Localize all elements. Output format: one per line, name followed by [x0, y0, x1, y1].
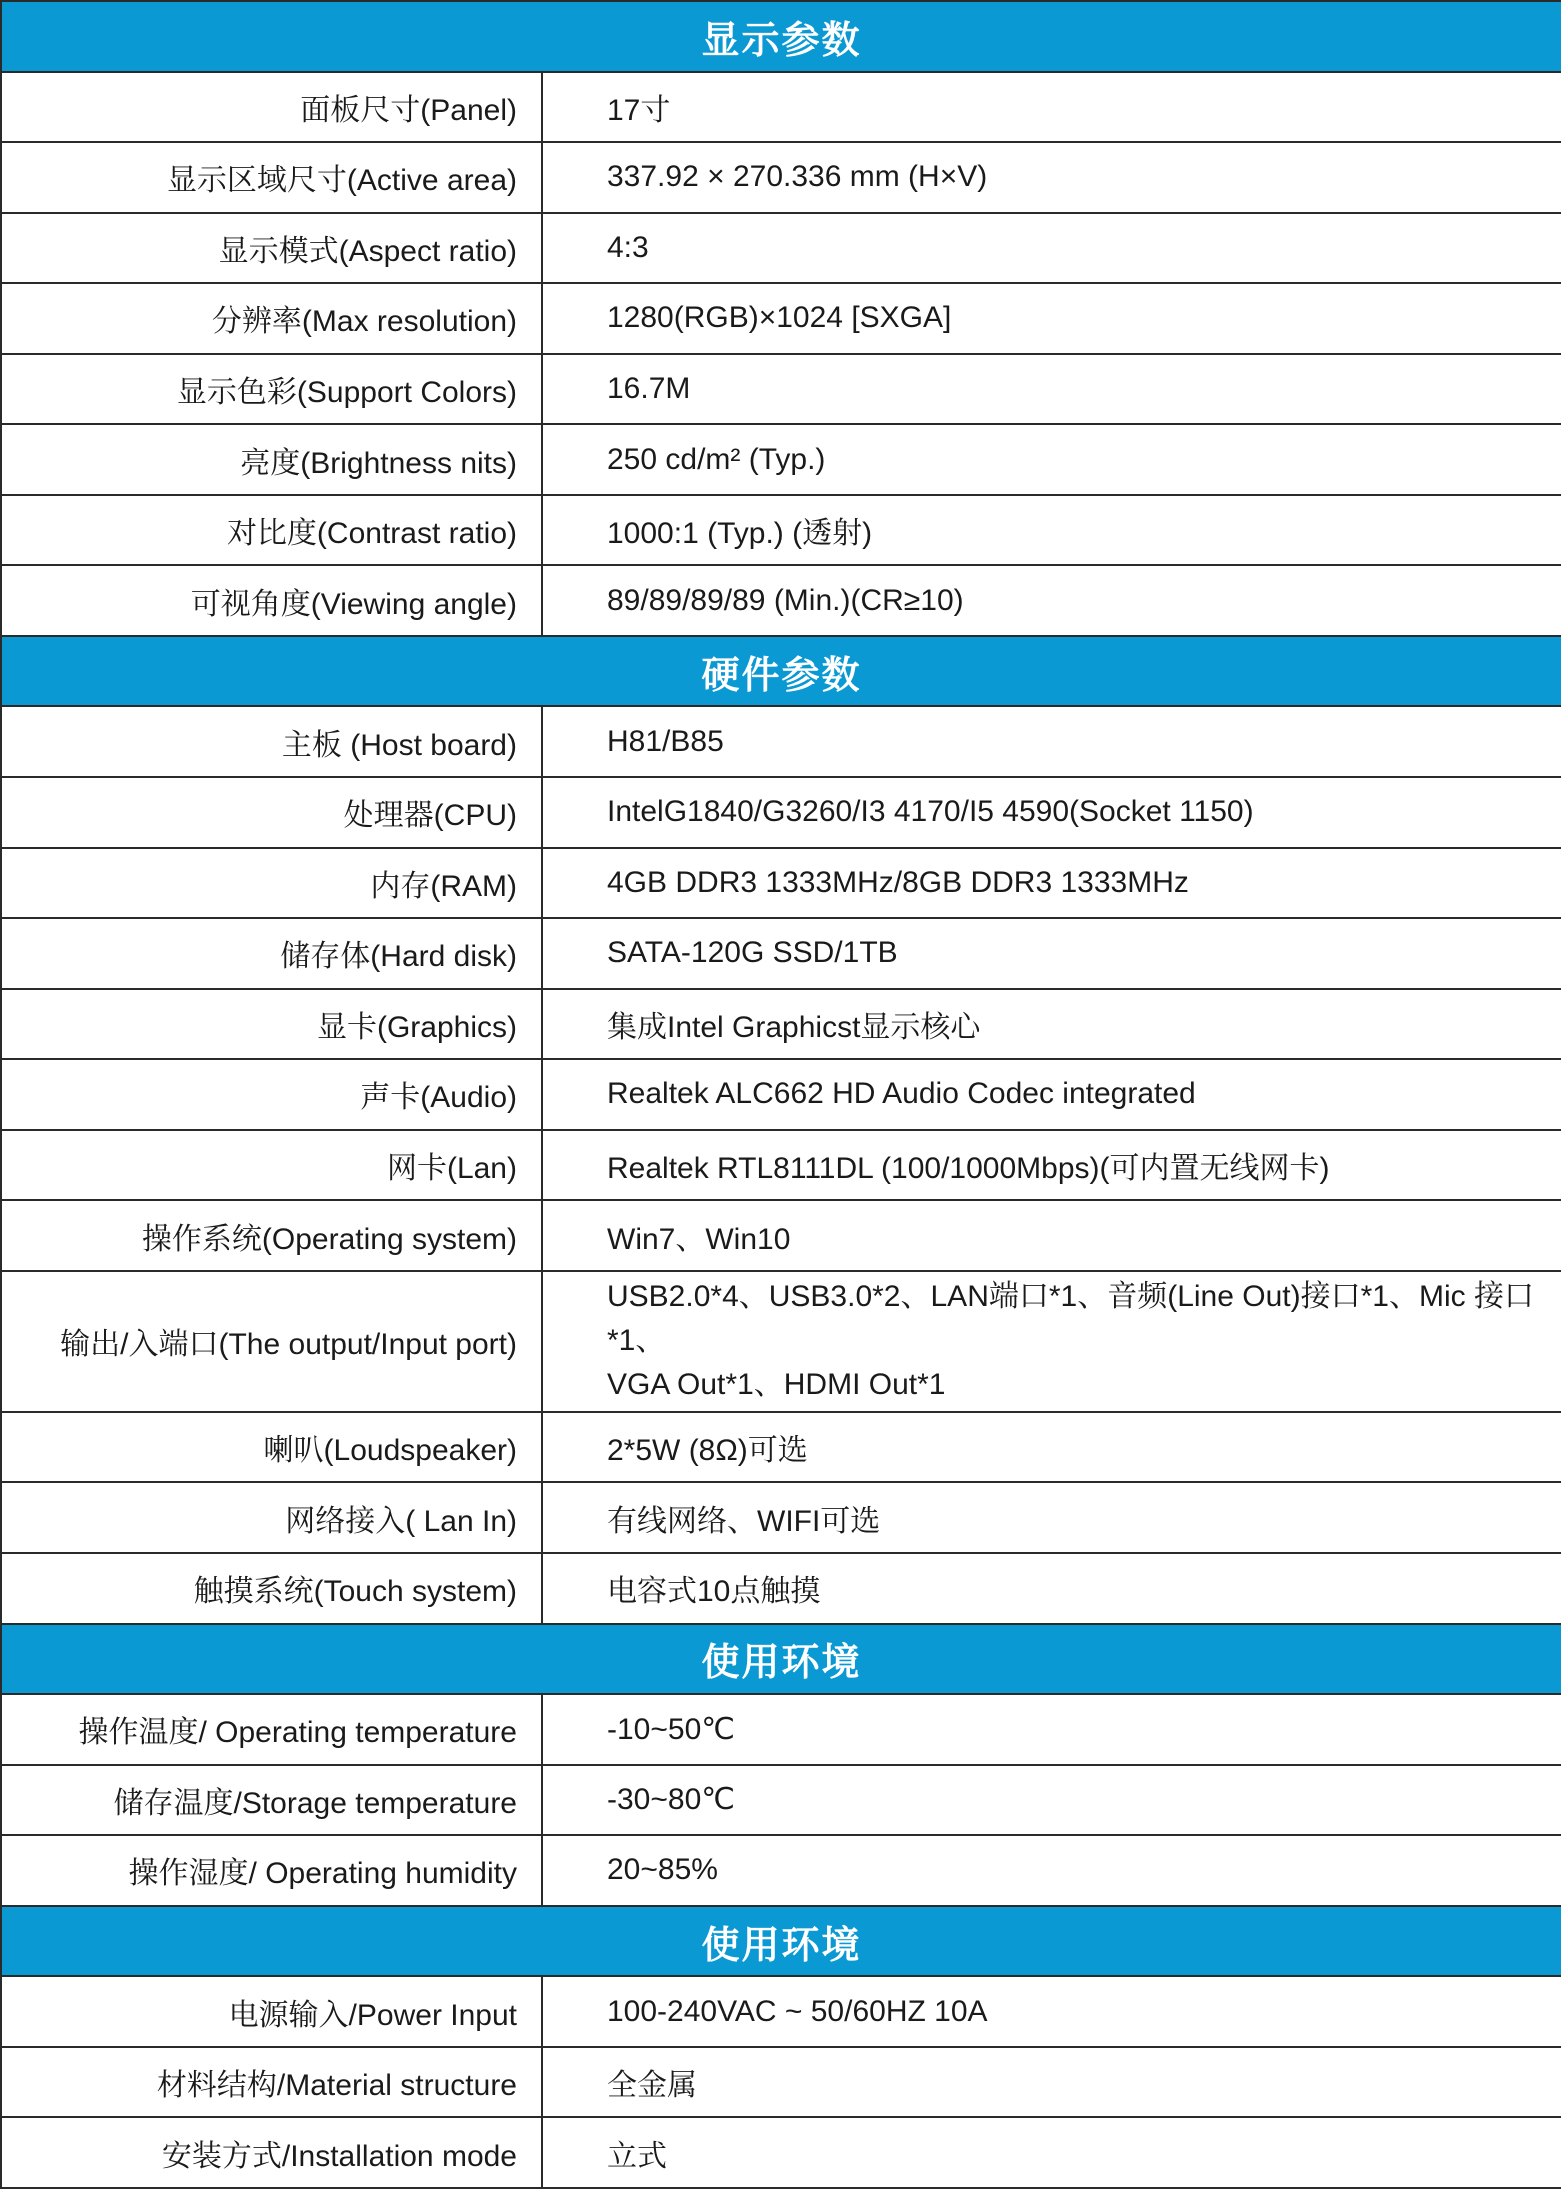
row-label: 触摸系统(Touch system) — [1, 1553, 542, 1624]
row-value: IntelG1840/G3260/I3 4170/I5 4590(Socket 1150) — [542, 777, 1561, 848]
table-row — [1, 142, 1561, 213]
row-value: 4:3 — [542, 213, 1561, 284]
row-label: 分辨率(Max resolution) — [1, 283, 542, 354]
row-label: 喇叭(Loudspeaker) — [1, 1412, 542, 1483]
table-row — [1, 2117, 1561, 2188]
row-value: 1000:1 (Typ.) (透射) — [542, 495, 1561, 566]
row-label: 网卡(Lan) — [1, 1130, 542, 1201]
section-header-hardware — [1, 636, 1561, 707]
row-label: 输出/入端口(The output/Input port) — [1, 1271, 542, 1412]
table-row — [1, 1059, 1561, 1130]
row-value-line: USB2.0*4、USB3.0*2、LAN端口*1、音频(Line Out)接口*1、Mic 接口*1、 — [607, 1280, 1534, 1358]
row-value: 1280(RGB)×1024 [SXGA] — [542, 283, 1561, 354]
row-value: -30~80℃ — [542, 1765, 1561, 1836]
row-value: 20~85% — [542, 1835, 1561, 1906]
row-label: 网络接入( Lan In) — [1, 1482, 542, 1553]
row-label: 内存(RAM) — [1, 848, 542, 919]
row-value: 立式 — [542, 2117, 1561, 2188]
row-label: 显示区域尺寸(Active area) — [1, 142, 542, 213]
table-row — [1, 1200, 1561, 1271]
row-value: 4GB DDR3 1333MHz/8GB DDR3 1333MHz — [542, 848, 1561, 919]
row-label: 显卡(Graphics) — [1, 989, 542, 1060]
row-value: 全金属 — [542, 2047, 1561, 2118]
section-header-environment — [1, 1624, 1561, 1695]
table-row — [1, 1271, 1561, 1412]
row-label: 声卡(Audio) — [1, 1059, 542, 1130]
section-header-display — [1, 1, 1561, 72]
table-row — [1, 989, 1561, 1060]
row-label: 处理器(CPU) — [1, 777, 542, 848]
row-label: 电源输入/Power Input — [1, 1976, 542, 2047]
row-value-line: VGA Out*1、HDMI Out*1 — [607, 1368, 946, 1402]
row-label: 显示色彩(Support Colors) — [1, 354, 542, 425]
row-label: 可视角度(Viewing angle) — [1, 565, 542, 636]
row-label: 亮度(Brightness nits) — [1, 424, 542, 495]
row-value: 集成Intel Graphicst显示核心 — [542, 989, 1561, 1060]
row-label: 面板尺寸(Panel) — [1, 72, 542, 143]
table-row — [1, 777, 1561, 848]
section-title: 使用环境 — [1, 1906, 1561, 1977]
table-row — [1, 1412, 1561, 1483]
row-label: 显示模式(Aspect ratio) — [1, 213, 542, 284]
row-label: 储存温度/Storage temperature — [1, 1765, 542, 1836]
table-row — [1, 1976, 1561, 2047]
section-title: 显示参数 — [1, 1, 1561, 72]
table-row — [1, 706, 1561, 777]
section-title: 硬件参数 — [1, 636, 1561, 707]
row-value — [542, 1271, 1561, 1412]
table-row — [1, 495, 1561, 566]
table-row — [1, 1553, 1561, 1624]
row-value: 17寸 — [542, 72, 1561, 143]
table-row — [1, 848, 1561, 919]
row-label: 材料结构/Material structure — [1, 2047, 542, 2118]
row-value: 电容式10点触摸 — [542, 1553, 1561, 1624]
row-label: 对比度(Contrast ratio) — [1, 495, 542, 566]
row-label: 操作湿度/ Operating humidity — [1, 1835, 542, 1906]
row-value: 100-240VAC ~ 50/60HZ 10A — [542, 1976, 1561, 2047]
row-label: 操作系统(Operating system) — [1, 1200, 542, 1271]
row-value: 16.7M — [542, 354, 1561, 425]
table-row — [1, 354, 1561, 425]
row-value: SATA-120G SSD/1TB — [542, 918, 1561, 989]
row-value: 有线网络、WIFI可选 — [542, 1482, 1561, 1553]
table-row — [1, 2047, 1561, 2118]
row-value: 2*5W (8Ω)可选 — [542, 1412, 1561, 1483]
row-value: 337.92 × 270.336 mm (H×V) — [542, 142, 1561, 213]
row-value: Realtek ALC662 HD Audio Codec integrated — [542, 1059, 1561, 1130]
row-value: Win7、Win10 — [542, 1200, 1561, 1271]
row-value: -10~50℃ — [542, 1694, 1561, 1765]
table-row — [1, 213, 1561, 284]
table-row — [1, 1482, 1561, 1553]
row-value: 89/89/89/89 (Min.)(CR≥10) — [542, 565, 1561, 636]
row-label: 安装方式/Installation mode — [1, 2117, 542, 2188]
table-row — [1, 1835, 1561, 1906]
row-label: 主板 (Host board) — [1, 706, 542, 777]
table-row — [1, 283, 1561, 354]
table-row — [1, 565, 1561, 636]
row-label: 储存体(Hard disk) — [1, 918, 542, 989]
row-value: 250 cd/m² (Typ.) — [542, 424, 1561, 495]
section-header-environment-2 — [1, 1906, 1561, 1977]
table-row — [1, 918, 1561, 989]
row-value: Realtek RTL8111DL (100/1000Mbps)(可内置无线网卡) — [542, 1130, 1561, 1201]
table-row — [1, 1694, 1561, 1765]
row-label: 操作温度/ Operating temperature — [1, 1694, 542, 1765]
table-row — [1, 72, 1561, 143]
row-value: H81/B85 — [542, 706, 1561, 777]
table-row — [1, 1765, 1561, 1836]
table-row — [1, 424, 1561, 495]
section-title: 使用环境 — [1, 1624, 1561, 1695]
table-row — [1, 1130, 1561, 1201]
